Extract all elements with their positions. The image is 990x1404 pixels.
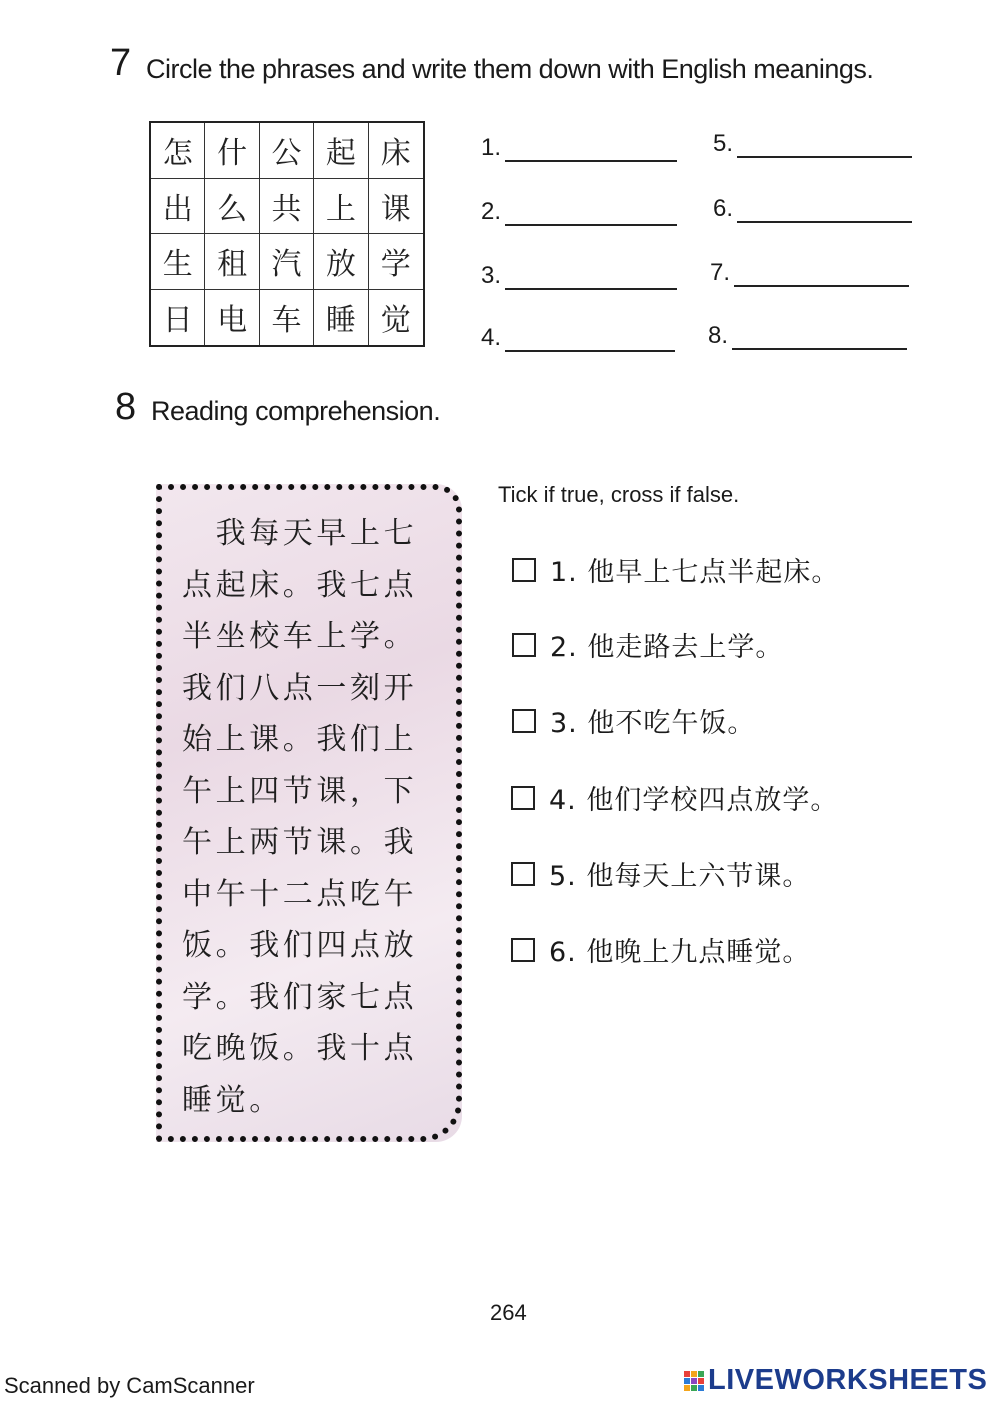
grid-cell[interactable]: 上 — [314, 179, 368, 235]
liveworksheets-logo-icon — [684, 1371, 704, 1391]
passage-line: 午上四节课，下 — [182, 773, 418, 809]
page-number: 264 — [490, 1300, 527, 1325]
passage-line: 睡觉。 — [182, 1082, 283, 1118]
grid-cell[interactable]: 车 — [260, 290, 314, 346]
brand-name: LIVEWORKSHEETS — [708, 1364, 988, 1396]
passage-line: 学。我们家七点 — [182, 979, 418, 1015]
grid-cell[interactable]: 觉 — [380, 303, 411, 339]
answer-line[interactable] — [732, 348, 907, 350]
statement-6 — [511, 930, 810, 969]
grid-cell[interactable]: 放 — [314, 234, 368, 290]
answer-line[interactable] — [734, 285, 909, 287]
answer-line[interactable] — [505, 160, 677, 162]
passage-line: 饭。我们四点放 — [182, 928, 418, 963]
tick-checkbox[interactable] — [512, 558, 536, 582]
answer-number: 1. — [481, 134, 502, 161]
grid-cell[interactable]: 日 — [151, 290, 205, 346]
tick-checkbox[interactable] — [512, 709, 536, 733]
statement-text: 2. 他走路去上学。 — [550, 632, 784, 663]
grid-cell[interactable]: 学 — [369, 234, 423, 290]
grid-cell[interactable]: 什 — [205, 123, 259, 179]
statement-text: 4. 他们学校四点放学。 — [549, 785, 839, 816]
answer-number: 5. — [713, 130, 734, 157]
grid-cell[interactable]: 租 — [205, 234, 259, 290]
grid-cell[interactable]: 么 — [205, 179, 259, 235]
answer-number: 7. — [710, 259, 731, 286]
answer-blank-2[interactable] — [481, 198, 677, 226]
statement-2 — [512, 625, 783, 664]
statement-4 — [511, 778, 838, 817]
passage-line: 中午十二点吃午 — [182, 876, 418, 912]
tick-checkbox[interactable] — [511, 938, 535, 962]
brand-logo[interactable] — [684, 1364, 987, 1397]
statement-text: 1. 他早上七点半起床。 — [550, 557, 840, 588]
section-7-title: Circle the phrases and write them down with English meanings. — [146, 54, 874, 84]
true-false-instruction: Tick if true, cross if false. — [498, 482, 740, 507]
grid-cell[interactable]: 共 — [260, 179, 314, 235]
section-8-title: Reading comprehension. — [151, 396, 441, 426]
grid-cell[interactable]: 汽 — [260, 234, 314, 290]
grid-cell[interactable]: 课 — [369, 179, 423, 235]
section-7-number: 7 — [110, 42, 132, 84]
answer-line[interactable] — [505, 350, 675, 352]
grid-cell[interactable]: 怎 — [151, 123, 205, 179]
answer-blank-3[interactable] — [481, 262, 677, 290]
grid-cell[interactable]: 起 — [314, 123, 368, 179]
answer-line[interactable] — [505, 224, 677, 226]
answer-number: 8. — [708, 322, 729, 349]
tick-checkbox[interactable] — [512, 633, 536, 657]
statement-5 — [511, 854, 810, 893]
answer-blank-5[interactable] — [713, 130, 912, 158]
answer-blank-4[interactable] — [481, 324, 675, 352]
passage-line: 我们八点一刻开 — [182, 670, 418, 706]
answer-line[interactable] — [737, 156, 912, 158]
grid-cell[interactable]: 睡 — [314, 290, 368, 346]
reading-passage — [182, 508, 444, 1126]
passage-line: 点起床。我七点 — [182, 567, 418, 603]
grid-cell[interactable]: 出 — [151, 179, 205, 235]
character-grid — [149, 121, 425, 347]
answer-number: 4. — [481, 324, 502, 351]
statement-text: 5. 他每天上六节课。 — [549, 861, 811, 892]
answer-line[interactable] — [737, 221, 912, 223]
passage-line: 午上两节课。我 — [182, 825, 418, 860]
grid-cell[interactable]: 电 — [205, 290, 259, 346]
answer-number: 6. — [713, 195, 734, 222]
answer-blank-8[interactable] — [708, 322, 907, 350]
passage-line: 吃晚饭。我十点 — [182, 1031, 418, 1066]
tick-checkbox[interactable] — [511, 786, 535, 810]
answer-line[interactable] — [505, 288, 677, 290]
grid-cell[interactable]: 公 — [260, 123, 314, 179]
section-8-number: 8 — [115, 386, 137, 428]
passage-line: 我每天早上七 — [182, 516, 418, 551]
answer-blank-1[interactable] — [481, 134, 677, 162]
statement-3 — [512, 701, 755, 740]
scanner-caption: Scanned by CamScanner — [4, 1373, 255, 1398]
statement-1 — [512, 550, 839, 589]
statement-text: 3. 他不吃午饭。 — [550, 708, 756, 739]
passage-line: 半坐校车上学。 — [182, 619, 418, 654]
grid-cell[interactable]: 生 — [151, 234, 205, 290]
answer-number: 2. — [481, 198, 502, 225]
statement-text: 6. 他晚上九点睡觉。 — [549, 937, 811, 968]
passage-line: 始上课。我们上 — [182, 722, 418, 757]
answer-blank-7[interactable] — [710, 259, 909, 287]
answer-number: 3. — [481, 262, 502, 289]
grid-cell[interactable]: 床 — [369, 123, 423, 179]
answer-blank-6[interactable] — [713, 195, 912, 223]
tick-checkbox[interactable] — [511, 862, 535, 886]
